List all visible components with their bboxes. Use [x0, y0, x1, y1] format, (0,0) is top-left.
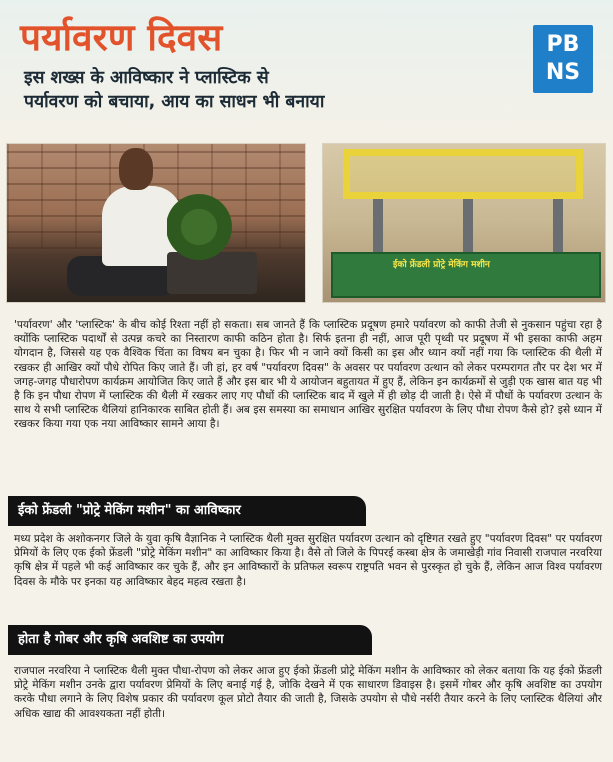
- intro-paragraph: 'पर्यावरण' और 'प्लास्टिक' के बीच कोई रिश्ता नहीं हो सकता। सब जानते हैं कि प्लास्टिक प्रदूषण हमारे पर्यावरण को काफी तेजी से नुकसान पहुंचा रहा है क्योंकि प्लास्टिक पदार्थों से उत्पन्न कचरे का निस्तारण काफी कठिन होता है। सिर्फ इतना ही नहीं, आज पूरी पृथ्वी पर प्रदूषण में भी इसका काफी अहम योगदान है, जिससे यह एक वैश्विक चिंता का विषय बन चुका है। फिर भी न जाने क्यों किसी का इस और ध्यान क्यों नहीं गया कि प्लास्टिक की थैली में रखकर ही आखिर क्यों पौधे रोपित किए जाते हैं। जी हां, हर वर्ष "पर्यावरण दिवस" के अवसर पर पर्यावरण उत्थान को लेकर परम्परागत तौर पर देश भर में जगह-जगह पौधारोपण कार्यक्रम आयोजित किए जाते हैं और इस बार भी ये आयोजन बहुतायत में हुए हैं, लेकिन इन कार्यक्रमों से जुड़ी एक खास बात यह भी है कि इन पौधा रोपण में प्लास्टिक की थैली में रखकर लाए गए पौधों की प्लास्टिक बाद में खुले में ही छोड़ दी जाती है। ऐसे में पौधों के पर्यावरण उत्थान के साथ ये सभी प्लास्टिक थैलियां हानिकारक साबित होती हैं। अब इस समस्या का समाधान आखिर सुरक्षित पर्यावरण के लिए पौधा रोपण कैसे हो? इसे ध्यान में रखकर किया गया एक नया आविष्कार सामने आया है।: [14, 319, 602, 431]
- logo-text-bottom: NS: [545, 60, 581, 85]
- photo-farmer-with-plant: [6, 143, 306, 303]
- machine-rod: [463, 199, 473, 257]
- logo-text-top: PB: [546, 32, 580, 57]
- article-subtitle: [24, 66, 564, 114]
- machine-rod: [373, 199, 383, 257]
- section-heading-invention: ईको फ्रेंडली "प्रोट्रे मेकिंग मशीन" का आविष्कार: [8, 496, 366, 526]
- machine-rod: [553, 199, 563, 257]
- plant: [167, 192, 247, 262]
- article-header: [0, 0, 613, 138]
- machine-label: ईको फ्रेंडली प्रोट्रे मेकिंग मशीन: [393, 260, 490, 270]
- machine-yellow-frame: [343, 149, 583, 199]
- section-heading-usage: होता है गोबर और कृषि अवशिष्ट का उपयोग: [8, 625, 372, 655]
- subtitle-line-2: पर्यावरण को बचाया, आय का साधन भी बनाया: [24, 92, 325, 112]
- subtitle-line-1: इस शख्स के आविष्कार ने प्लास्टिक से: [24, 68, 269, 88]
- photo-protray-machine: [322, 143, 606, 303]
- usage-paragraph: राजपाल नरवरिया ने प्लास्टिक थैली मुक्त पौधा-रोपण को लेकर आज हुए ईको फ्रेंडली प्रोट्रे मेकिंग मशीन के आविष्कार को लेकर बताया कि यह ईको फ्रेंडली प्रोट्रे मेकिंग मशीन उनके द्वारा पर्यावरण प्रेमियों के लिए बनाई गई है, जोकि देखने में एक साधारण डिवाइस है। इसमें गोबर और कृषि अवशिष्ट का उपयोग करके पौधा लगाने के लिए विशेष प्रकार की पर्यावरण कूल प्रोटो तैयार की जाती है, जिसके उपयोग से पौधे नर्सरी तैयार करने के लिए प्लास्टिक थैलियां और अधिक खाद्य की आवश्यकता नहीं होती।: [14, 665, 602, 720]
- person-head: [119, 148, 153, 190]
- page-title: पर्यावरण दिवस: [20, 16, 223, 59]
- invention-paragraph: मध्य प्रदेश के अशोकनगर जिले के युवा कृषि वैज्ञानिक ने प्लास्टिक थैली मुक्त सुरक्षित पर्यावरण उत्थान को दृष्टिगत रखते हुए "पर्यावरण दिवस" पर पर्यावरण प्रेमियों के लिए एक ईको फ्रेंडली "प्रोट्रे मेकिंग मशीन" का आविष्कार किया है। वैसे तो जिले के पिपरई कस्बा क्षेत्र के जमाखेड़ी गांव निवासी राजपाल नरवरिया कृषि क्षेत्र में पहले भी कई आविष्कार कर चुके हैं, और इन आविष्कारों के प्रतिफल स्वरूप राष्ट्रपति भवन से पुरस्कृत हो चुके हैं, लेकिन आज विश्व पर्यावरण दिवस के मौके पर इनका यह आविष्कार बेहद महत्व रखता है।: [14, 533, 602, 588]
